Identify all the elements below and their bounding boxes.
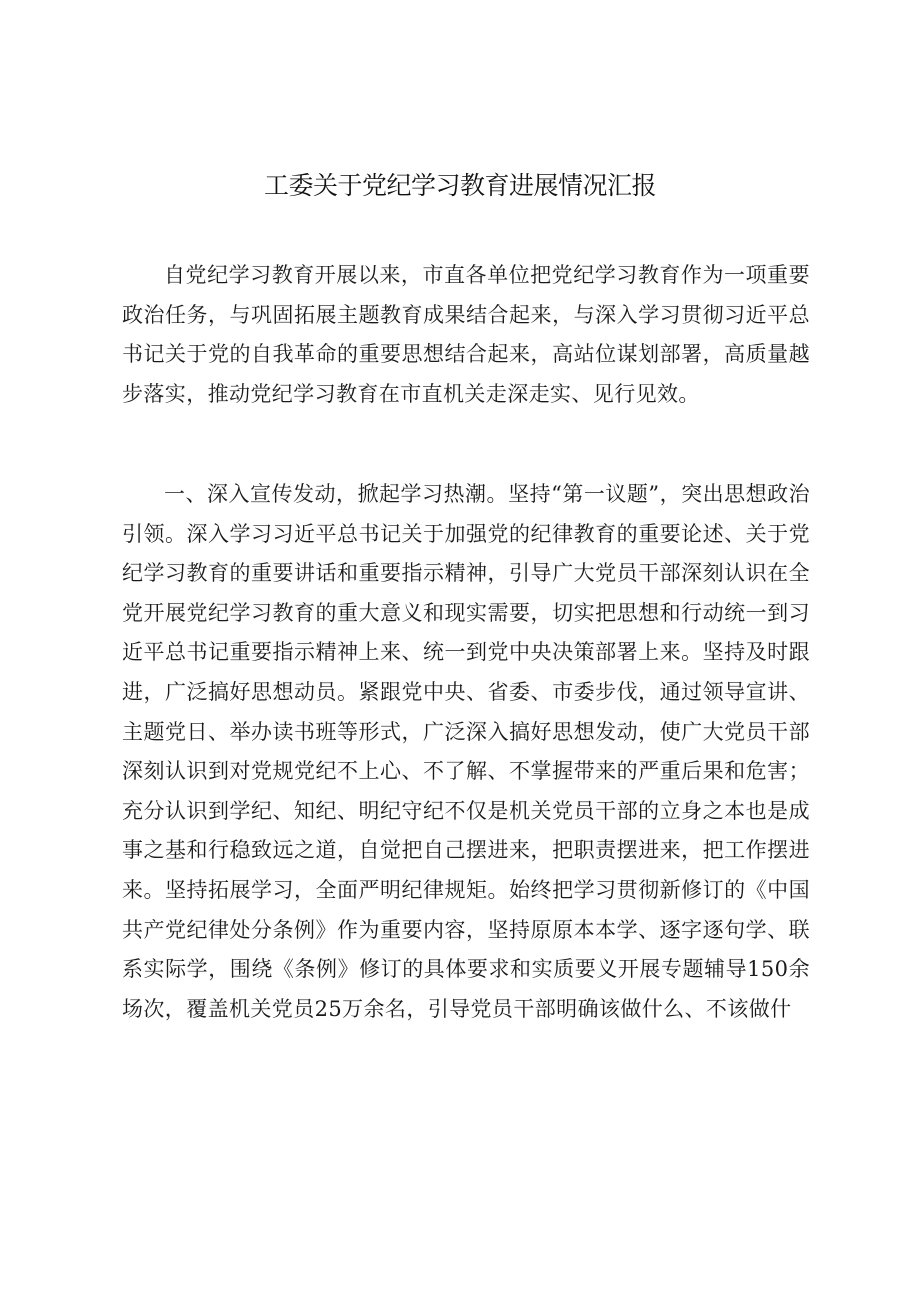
paragraph-section-one: 一、深入宣传发动，掀起学习热潮。坚持“第一议题”，突出思想政治引领。深入学习习近平总书记关于加强党的纪律教育的重要论述、关于党纪学习教育的重要讲话和重要指示精神，引导广大党员干部深刻认识在全党开展党纪学习教育的重大意义和现实需要，切实把思想和行动统一到习近平总书记重要指示精神上来、统一到党中央决策部署上来。坚持及时跟进，广泛搞好思想动员。紧跟党中央、省委、市委步伐，通过领导宣讲、主题党日、举办读书班等形式，广泛深入搞好思想发动，使广大党员干部深刻认识到对党规党纪不上心、不了解、不掌握带来的严重后果和危害；充分认识到学纪、知纪、明纪守纪不仅是机关党员干部的立身之本也是成事之基和行稳致远之道，自觉把自己摆进来，把职责摆进来，把工作摆进来。坚持拓展学习，全面严明纪律规矩。始终把学习贯彻新修订的《中国共产党纪律处分条例》作为重要内容，坚持原原本本学、逐字逐句学、联系实际学，围绕《条例》修订的具体要求和实质要义开展专题辅导150余场次，覆盖机关党员25万余名，引导党员干部明确该做什么、不该做什 <box>122 482 810 1021</box>
document-title: 工委关于党纪学习教育进展情况汇报 <box>263 171 656 200</box>
paragraph-intro: 自党纪学习教育开展以来，市直各单位把党纪学习教育作为一项重要政治任务，与巩固拓展主题教育成果结合起来，与深入学习贯彻习近平总书记关于党的自我革命的重要思想结合起来，高站位谋划部署，高质量越步落实，推动党纪学习教育在市直机关走深走实、见行见效。 <box>122 263 810 406</box>
